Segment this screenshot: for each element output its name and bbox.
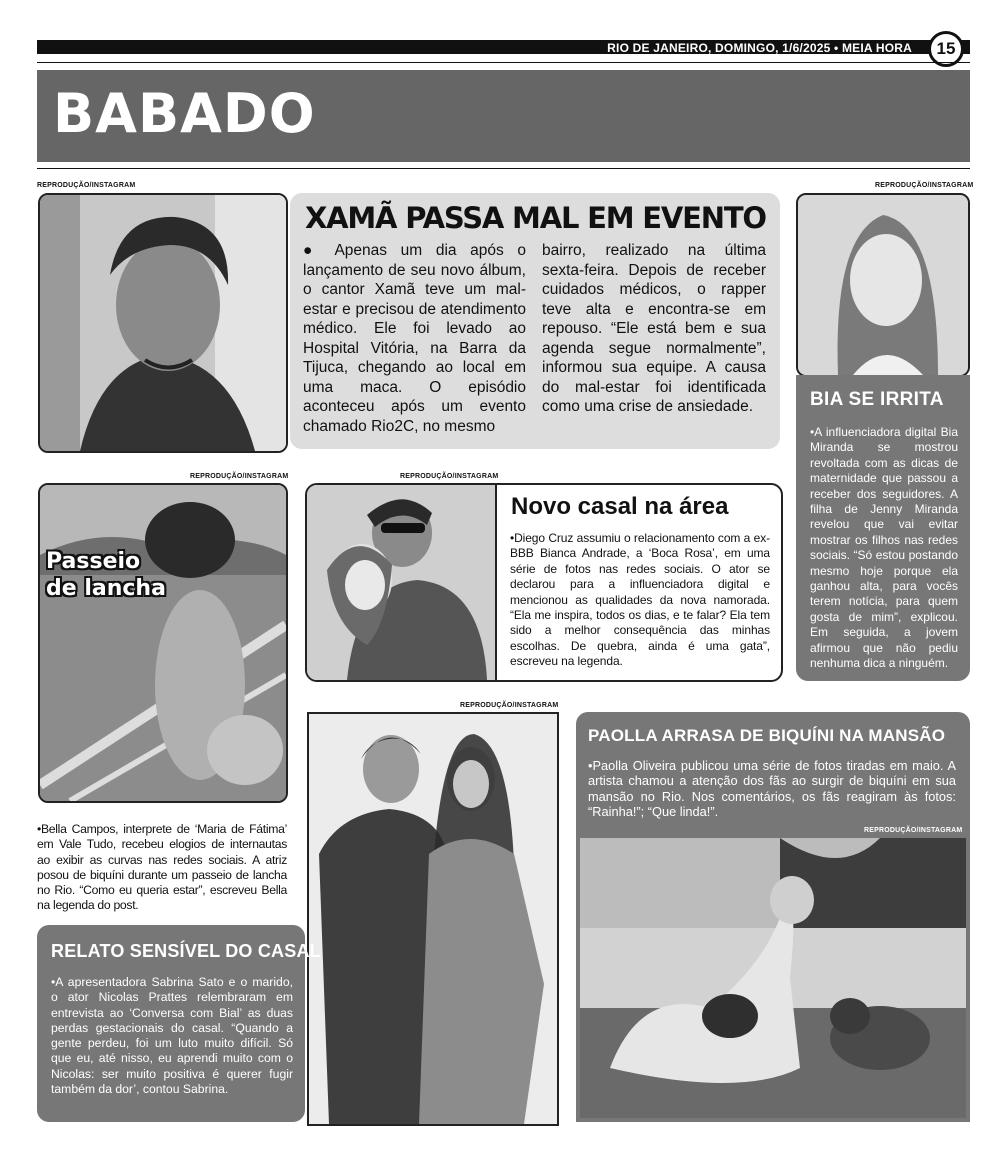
bella-photo [38, 483, 288, 803]
sabrina-nicolas-photo [307, 712, 559, 1126]
relato-text: •A apresentadora Sabrina Sato e o marido, o ator Nicolas Prattes relembraram em entrevista ao ‘Conversa com Bial’ as duas perdas gestacionais do casal. “Quando a gente perdeu, foi um luto muito difícil. Só que eu, até nisso, eu aprendi muito com o Nicolas: ser muito positiva é querer fugir também da dor’, contou Sabrina. [51, 975, 293, 1097]
bella-text: •Bella Campos, interprete de ‘Maria de Fátima’ em Vale Tudo, recebeu elogios de internautas ao exibir as curvas nas redes sociais. A atriz posou de biquíni durante um passeio de lancha no Rio. “Como eu queria estar”, escreveu Bella na legenda do post. [37, 822, 287, 913]
header-rule [37, 62, 970, 63]
bia-photo-illustration [798, 195, 968, 375]
photo-credit: REPRODUÇÃO/INSTAGRAM [864, 827, 963, 834]
casal-photo [307, 485, 497, 680]
photo-credit: REPRODUÇÃO/INSTAGRAM [400, 473, 499, 480]
bia-photo [796, 193, 970, 377]
xama-text-col1-body: Apenas um dia após o lançamento de seu novo álbum, o cantor Xamã teve um mal-estar e precisou de atendimento médico. Ele foi levado ao Hospital Vitória, na Barra da Tijuca, chegando ao local em uma maca. O episódio aconteceu após um evento chamado Rio2C, no mesmo [303, 242, 526, 435]
photo-credit: REPRODUÇÃO/INSTAGRAM [37, 182, 136, 189]
xama-photo [38, 193, 288, 453]
section-rule [37, 168, 970, 169]
xama-text-col1 [303, 241, 526, 436]
casal-text: •Diego Cruz assumiu o relacionamento com a ex-BBB Bianca Andrade, a ‘Boca Rosa’, em uma série de fotos nas redes sociais. O ator se declarou para a influenciadora digital e mencionou as qualidades da nova namorada. “Ela me inspira, todos os dias, e te falar? Ela tem sido a melhor consequência das minhas escolhas. De quebra, ainda é uma gata”, escreveu na legenda. [510, 531, 770, 669]
casal-story-box [305, 483, 783, 682]
bia-text: •A influenciadora digital Bia Miranda se mostrou revoltada com as dicas de maternidade que passou a receber dos seguidores. A filha de Jenny Miranda revelou que vai evitar mostrar os filhos nas redes sociais. “Só estou postando mesmo hoje porque ela ganhou alta, para vocês terem notícia, para quem gosta de mim”, explicou. Em seguida, a jovem afirmou que não pediu nenhuma dica a ninguém. [810, 425, 958, 671]
header-info: RIO DE JANEIRO, DOMINGO, 1/6/2025 • MEIA HORA [607, 41, 912, 55]
paolla-story-box [576, 712, 970, 836]
relato-headline: RELATO SENSÍVEL DO CASAL [51, 941, 321, 961]
bella-caption-line1: Passeio [46, 549, 141, 574]
bia-story-box [796, 375, 970, 681]
casal-headline: Novo casal na área [511, 493, 729, 520]
xama-headline: XAMÃ PASSA MAL EM EVENTO [305, 201, 766, 235]
xama-photo-illustration [40, 195, 286, 451]
sabrina-nicolas-photo-illustration [309, 714, 557, 1124]
paolla-photo-illustration [580, 838, 966, 1118]
photo-credit: REPRODUÇÃO/INSTAGRAM [875, 182, 974, 189]
section-title: BABADO [53, 82, 316, 145]
paolla-text: •Paolla Oliveira publicou uma série de fotos tiradas em maio. A artista chamou a atenção dos fãs ao surgir de biquíni em sua mansão no Rio. Nos comentários, os fãs reagiram às fotos: “Rainha!”; “Que linda!”. [588, 758, 956, 820]
photo-credit: REPRODUÇÃO/INSTAGRAM [460, 702, 559, 709]
paolla-photo [580, 838, 966, 1118]
bia-headline: BIA SE IRRITA [810, 389, 944, 410]
casal-photo-illustration [307, 485, 495, 680]
bella-photo-caption [46, 548, 166, 602]
bella-caption-line2: de lancha [46, 576, 166, 601]
photo-credit: REPRODUÇÃO/INSTAGRAM [190, 473, 289, 480]
xama-text-col2: bairro, realizado na última sexta-feira. Depois de receber cuidados médicos, o rapper teve alta e encontra-se em repouso. “Ele está bem e sua agenda segue normalmente”, informou sua equipe. A causa do mal-estar foi identificada como uma crise de ansiedade. [542, 242, 766, 415]
relato-story-box [37, 925, 321, 1122]
paolla-headline: PAOLLA ARRASA DE BIQUÍNI NA MANSÃO [588, 726, 946, 745]
page-number: 15 [928, 31, 964, 67]
bella-photo-illustration [40, 485, 286, 801]
xama-story-box [290, 193, 780, 449]
bullet-icon: ● [303, 242, 335, 259]
